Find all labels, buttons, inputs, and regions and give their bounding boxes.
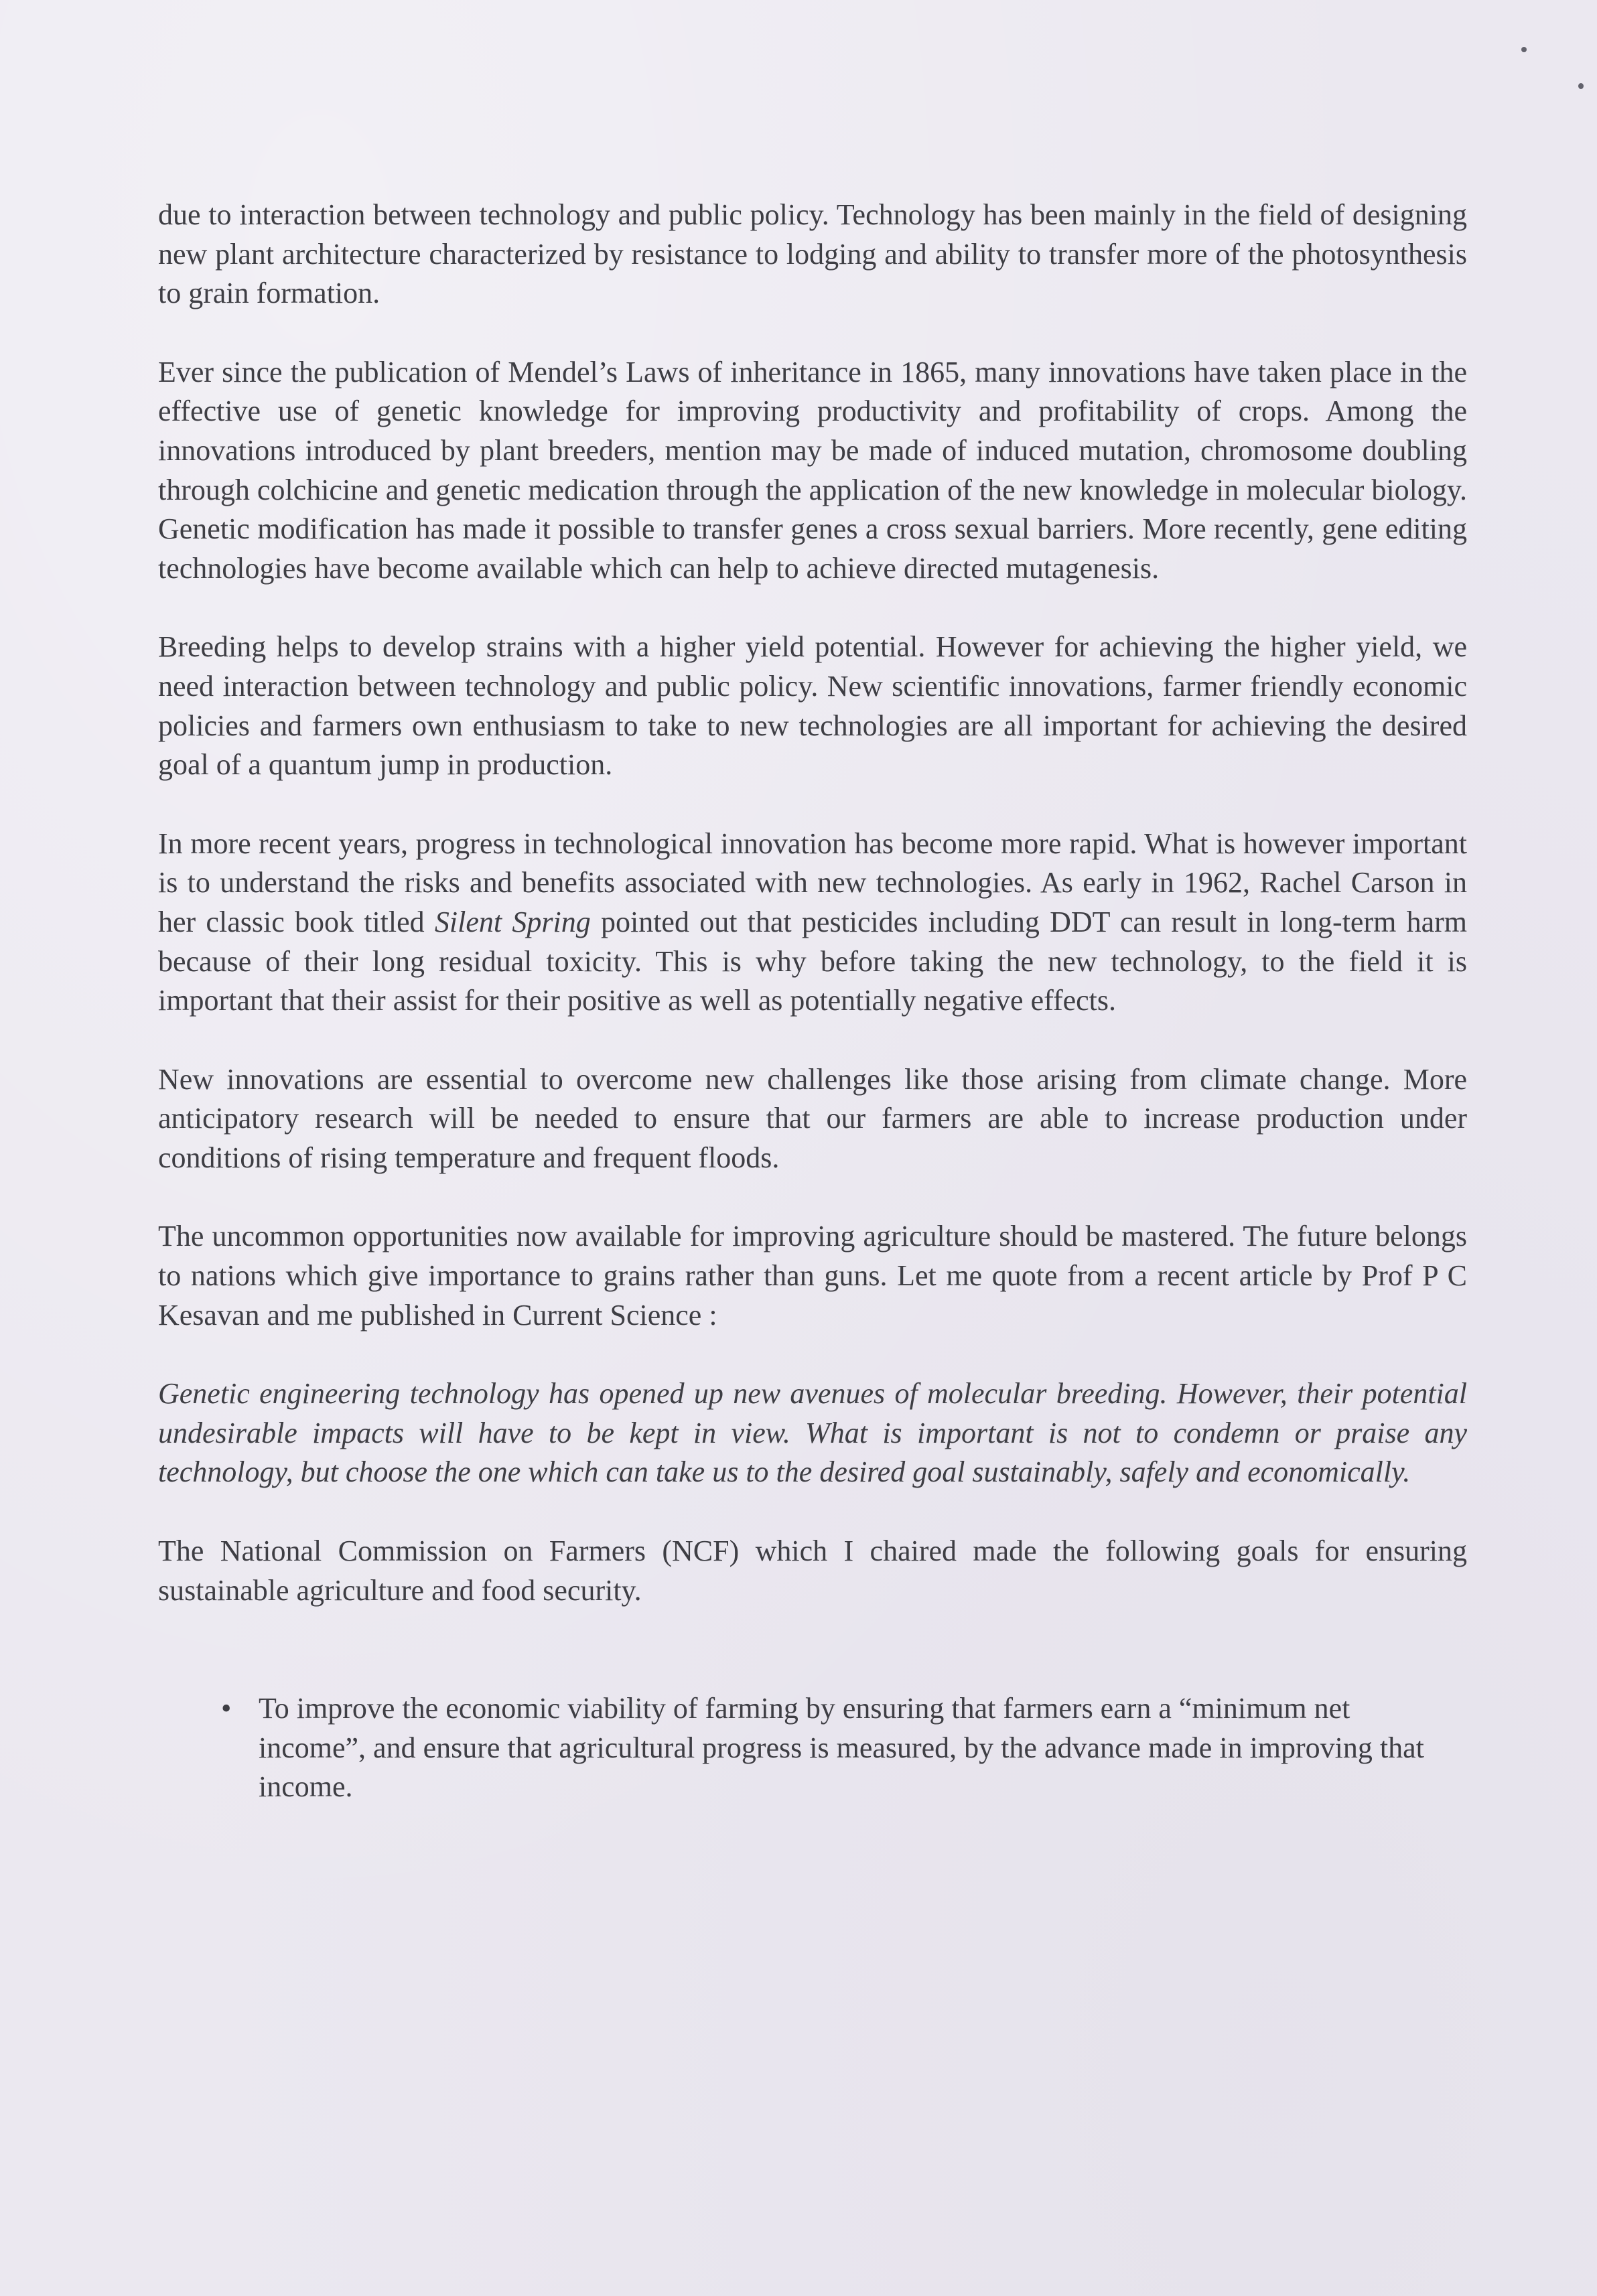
paragraph-spacer [158,1492,1467,1532]
paragraph-climate-change: New innovations are essential to overcome new challenges like those arising from climate change. More anticipatory research will be needed to ensure that our farmers are able to increase production under conditions of rising temperature and frequent floods. [158,1062,1467,1174]
paragraph-spacer [158,1021,1467,1060]
paragraph-spacer [158,785,1467,824]
paragraph-spacer [158,588,1467,628]
paragraph-spacer [158,1610,1467,1689]
block-quote-current-science: Genetic engineering technology has opened up new avenues of molecular breeding. However, their potential undesirable impacts will have to be kept in view. What is important is not to condemn or praise any technology, but choose the one which can take us to the desired goal sustainably, safely and economically. [158,1377,1467,1489]
paragraph-text: pointed out that pesticides including DDT can result in long-term harm because of their long residual toxicity. This is why before taking the new technology, to the field it is important that their assist for their positive as well as potentially negative effects. [158,905,1467,1017]
paragraph-spacer [158,1335,1467,1374]
paragraph-mendel-innovations: Ever since the publication of Mendel’s Laws of inheritance in 1865, many innovations have taken place in the effective use of genetic knowledge for improving productivity and profitability of crops. Among the innovations introduced by plant breeders, mention may be made of induced mutation, chromosome doubling through colchicine and genetic medication through the application of the new knowledge in molecular biology. Genetic modification has made it possible to transfer genes a cross sexual barriers. More recently, gene editing technologies have become available which can help to achieve directed mutagenesis. [158,355,1467,585]
bullet-icon: • [221,1692,232,1725]
paragraph-spacer [158,1177,1467,1217]
paragraph-text: In more recent years, progress in technological innovation has become more rapid. What is however important is to understand the risks and benefits associated with new technologies. As early in 1962, Rachel Carson in her classic book titled [158,827,1467,938]
paragraph-spacer [158,313,1467,353]
ncf-goals-list [158,1689,1467,1807]
paragraph-risks-benefits [158,824,1467,1021]
goal-text: To improve the economic viability of farming by ensuring that farmers earn a “minimum net income”, and ensure that agricultural progress is measured, by the advance made in improving that income. [259,1692,1424,1804]
scan-speck [1578,83,1584,89]
goal-list-item [221,1689,1592,1807]
paragraph-opportunities: The uncommon opportunities now available for improving agriculture should be mastered. The future belongs to nations which give importance to grains rather than guns. Let me quote from a recent article by Prof P C Kesavan and me published in Current Science : [158,1220,1467,1332]
scan-speck [1521,47,1527,52]
paragraph-technology-policy: due to interaction between technology and public policy. Technology has been mainly in the field of designing new plant architecture characterized by resistance to lodging and ability to transfer more of the photosynthesis to grain formation. [158,198,1467,310]
document-body [158,196,1467,1807]
paragraph-breeding-yield: Breeding helps to develop strains with a higher yield potential. However for achieving the higher yield, we need interaction between technology and public policy. New scientific innovations, farmer friendly economic policies and farmers own enthusiasm to take to new technologies are all important for achieving the desired goal of a quantum jump in production. [158,630,1467,782]
book-title-silent-spring: Silent Spring [434,905,591,938]
paragraph-ncf-goals-intro: The National Commission on Farmers (NCF) which I chaired made the following goals for ensuring sustainable agriculture and food security. [158,1534,1467,1607]
